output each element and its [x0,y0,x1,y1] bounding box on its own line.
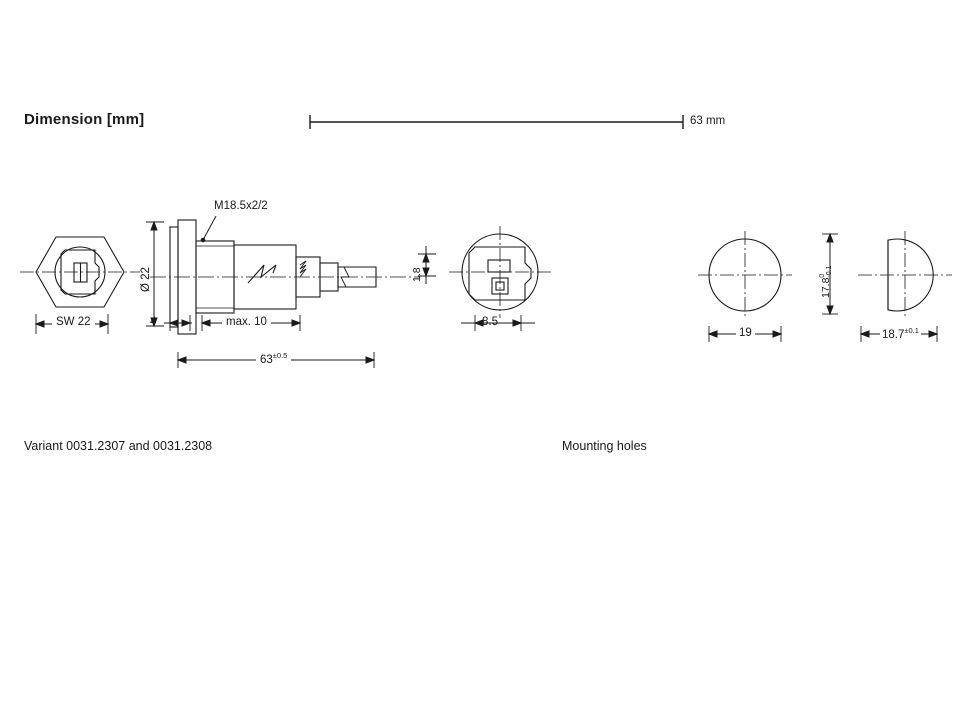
mounting-hole-round-label: 19 [736,327,755,340]
page-title: Dimension [mm] [24,111,145,128]
mounting-hole-flat-width-value: 18.7 [882,328,905,341]
mounting-hole-flat-width-label [880,327,921,341]
mounting-holes-caption: Mounting holes [562,439,647,453]
overall-length-dimension [305,102,705,142]
diameter-label: Ø 22 [140,267,152,292]
mounting-hole-flat-width-tolerance: ±0.1 [904,326,919,335]
mounting-hole-round-drawing [690,225,800,335]
mounting-hole-flat-height-label [819,266,834,299]
overall-length-label: 63 mm [690,115,726,127]
front-width-dimension [455,312,545,334]
variant-caption: Variant 0031.2307 and 0031.2308 [24,439,213,453]
front-height-label: 1.8 [411,267,423,282]
mounting-hole-flat-drawing [850,225,960,335]
total-length-label [256,352,291,366]
mounting-hole-flat-height-tolerance [819,266,834,278]
total-length-value: 63 [260,353,273,366]
tolerance-upper: 0 [819,273,826,278]
flange-thickness-dimension [160,312,200,334]
cap-length-label: max. 10 [222,316,271,329]
flange-thickness-label: 4 [150,316,157,328]
mounting-hole-flat-height-value: 17.8 [820,277,833,298]
total-length-tolerance: ±0.5 [272,351,288,360]
thread-label: M18.5x2/2 [214,200,268,212]
front-width-label: 8.5 [482,316,498,328]
tolerance-lower: -0.1 [826,265,834,278]
wrench-size-label: SW 22 [52,316,95,329]
